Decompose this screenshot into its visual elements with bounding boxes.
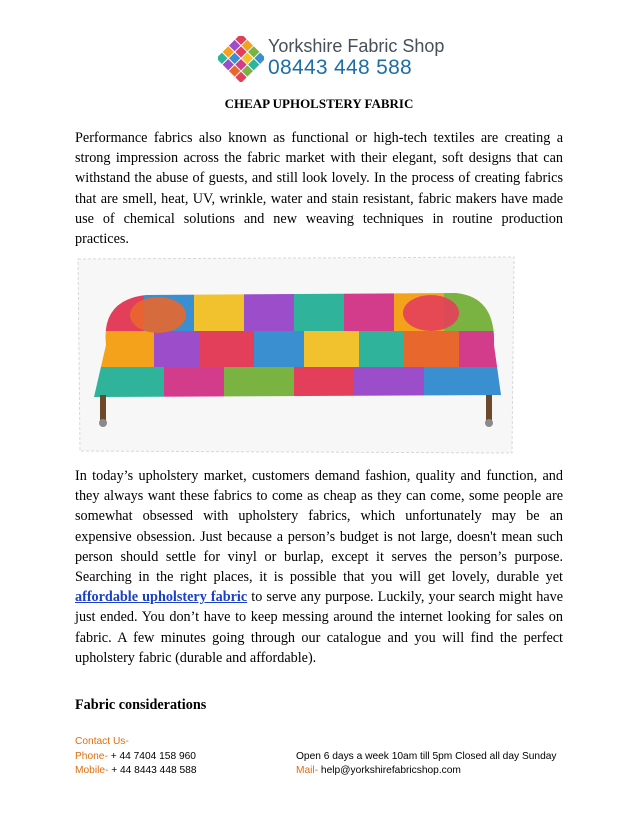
- brand-name: Yorkshire Fabric Shop: [268, 36, 445, 56]
- patchwork-sofa-image: [76, 255, 516, 455]
- phone-value: + 44 7404 158 960: [107, 750, 196, 762]
- page-title: CHEAP UPHOLSTERY FABRIC: [224, 96, 414, 111]
- body-paragraph: [75, 466, 563, 668]
- body-text-end: to serve any purpose. Luckily, your search might have just ended. You don’t have to keep messing around the internet looking for sales on fabric. A few minutes going through our catalogue and you will find the perfect upholstery fabric (durable and affordable).: [75, 589, 564, 666]
- brand-phone: 08443 448 588: [268, 56, 413, 79]
- mobile-value: + 44 8443 448 588: [108, 765, 197, 776]
- header: [0, 0, 638, 90]
- logo-icon: [218, 36, 264, 82]
- section-heading: Fabric considerations: [75, 697, 207, 713]
- mobile-label: Mobile-: [75, 765, 109, 776]
- intro-paragraph: Performance fabrics also known as functional or high-tech textiles are creating a strong impression across the fabric market with their elegant, soft designs that can withstand the abuse of guests, and still look lovely. In the process of creating fabrics that are smell, heat, UV, wrinkle, water and stain resistant, fabric makers have made use of chemical solutions and new weaving techniques in routine production practices.: [75, 130, 563, 248]
- mail-value[interactable]: help@yorkshirefabricshop.com: [318, 765, 461, 776]
- affordable-upholstery-link[interactable]: affordable upholstery fabric: [75, 589, 248, 606]
- opening-hours: Open 6 days a week 10am till 5pm Closed all day Sunday: [296, 750, 557, 762]
- mail-label: Mail-: [296, 765, 319, 776]
- phone-label: Phone-: [75, 750, 108, 762]
- body-text-start: In today’s upholstery market, customers demand fashion, quality and function, and they always want these fabrics to come as cheap as they can come, some people are somewhat obsessed with upholstery fabrics, which unfortunately may be an expensive obsession. Just because a person’s budget is not large, doesn't mean such person should settle for vinyl or burlap, except it serves the person’s purpose. Searching in the right places, it is possible that you will get lovely, durable yet: [75, 468, 563, 586]
- contact-label: Contact Us-: [75, 736, 129, 747]
